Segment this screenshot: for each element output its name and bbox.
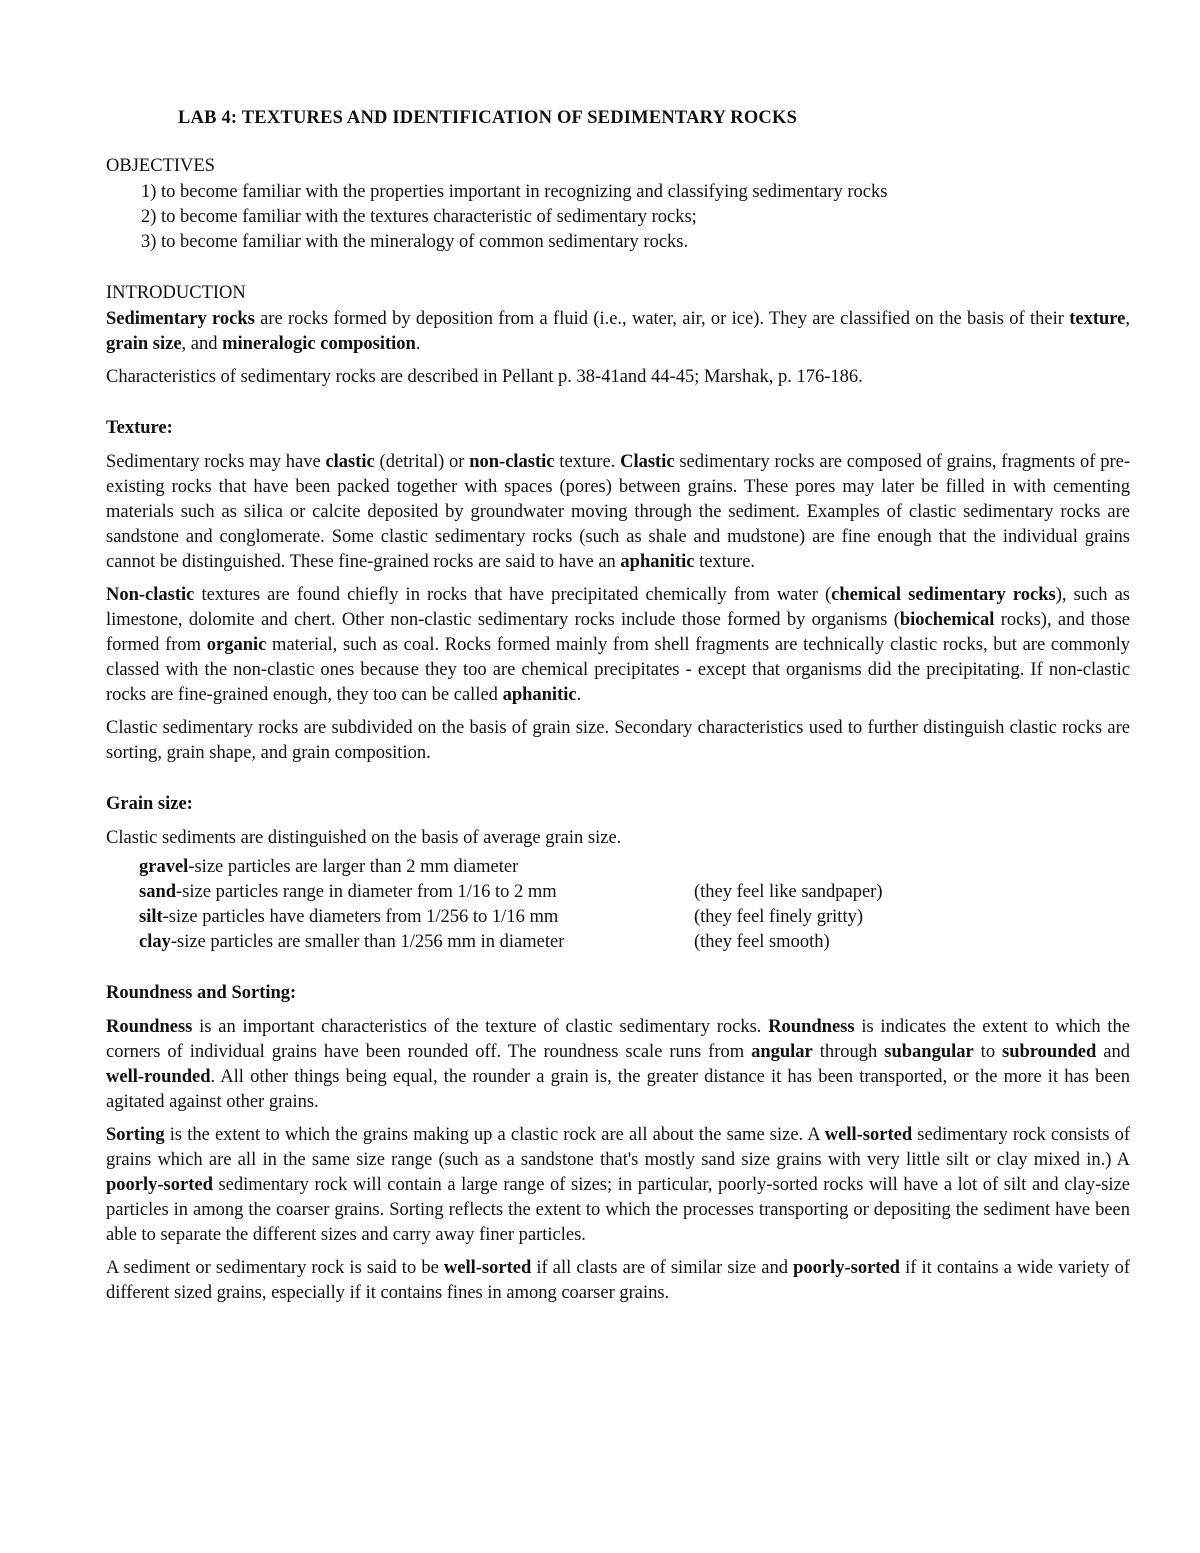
text-run: Sedimentary rocks may have xyxy=(106,452,326,472)
texture-paragraph xyxy=(106,583,1130,708)
text-run: through xyxy=(812,1042,885,1062)
text-run: A sediment or sedimentary rock is said to be xyxy=(106,1258,444,1278)
texture-paragraph: Clastic sedimentary rocks are subdivided on the basis of grain size. Secondary characteristics used to further distinguish clastic rocks are sorting, grain shape, and grain composition. xyxy=(106,718,1130,763)
bold-term: clastic xyxy=(325,452,375,472)
text-run: . xyxy=(415,334,421,354)
page-title: LAB 4: TEXTURES AND IDENTIFICATION OF SEDIMENTARY ROCKS xyxy=(178,108,798,128)
introduction-section xyxy=(106,279,1130,390)
grain-feel xyxy=(694,855,883,880)
objectives-section xyxy=(106,152,1130,255)
objectives-list xyxy=(106,180,1130,255)
document-page xyxy=(106,104,1130,1306)
bold-term: Clastic xyxy=(620,452,675,472)
bold-term: subangular xyxy=(884,1042,974,1062)
texture-section xyxy=(106,414,1130,766)
texture-heading: Texture: xyxy=(106,418,173,438)
bold-term: Roundness xyxy=(768,1017,855,1037)
sorting-definition-paragraph xyxy=(106,1256,1130,1306)
bold-term: Sorting xyxy=(106,1125,165,1145)
bold-term: biochemical xyxy=(899,610,995,630)
objective-item: 2) to become familiar with the textures characteristic of sedimentary rocks; xyxy=(141,207,697,227)
text-run: material, such as coal. Rocks formed mainly from shell fragments are technically clastic rocks, but are commonly classed with the non-clastic ones because they too are chemical precipitates - except that organisms did the precipitating. If non-clastic rocks are fine-grained enough, they too can be called xyxy=(106,635,1130,705)
text-run: . xyxy=(576,685,582,705)
grain-desc: -size particles range in diameter from 1/16 to 2 mm xyxy=(176,882,557,902)
bold-term: well-sorted xyxy=(443,1258,532,1278)
introduction-heading: INTRODUCTION xyxy=(106,283,246,303)
introduction-reference: Characteristics of sedimentary rocks are described in Pellant p. 38-41and 44-45; Marshak, p. 176-186. xyxy=(106,367,863,387)
grain-feel: (they feel finely gritty) xyxy=(694,907,864,927)
objective-item: 3) to become familiar with the mineralogy of common sedimentary rocks. xyxy=(141,232,689,252)
grain-size-row xyxy=(139,930,883,955)
grain-term: silt xyxy=(139,907,163,927)
text-run: . All other things being equal, the rounder a grain is, the greater distance it has been transported, or the more it has been agitated against other grains. xyxy=(106,1067,1130,1112)
bold-term: grain size xyxy=(106,334,182,354)
grain-size-row xyxy=(139,880,883,905)
bold-term: well-rounded xyxy=(106,1067,211,1087)
text-run: ), such as limestone, dolomite and chert. Other non-clastic sedimentary rocks include those formed by organisms ( xyxy=(106,585,1130,630)
text-run: and xyxy=(1096,1042,1130,1062)
bold-term: poorly-sorted xyxy=(793,1258,900,1278)
text-run: (detrital) or xyxy=(374,452,470,472)
text-run: to xyxy=(973,1042,1003,1062)
bold-term: aphanitic xyxy=(620,552,695,572)
text-run: textures are found chiefly in rocks that have precipitated chemically from water ( xyxy=(194,585,832,605)
bold-term: aphanitic xyxy=(502,685,577,705)
text-run: texture. xyxy=(554,452,621,472)
bold-term: texture xyxy=(1069,309,1126,329)
text-run: is an important characteristics of the texture of clastic sedimentary rocks. xyxy=(192,1017,769,1037)
bold-term: poorly-sorted xyxy=(106,1175,213,1195)
text-run: if all clasts are of similar size and xyxy=(531,1258,794,1278)
grain-term: gravel xyxy=(139,857,189,877)
text-run: rocks), and those formed from xyxy=(106,610,1130,655)
text-run: , xyxy=(1125,309,1130,329)
text-run: sedimentary rocks are composed of grains, fragments of pre-existing rocks that have been packed together with spaces (pores) between grains. These pores may later be filled in with cementing materials such as silica or calcite deposited by groundwater moving through the sediment. Examples of clastic sedimentary rocks are sandstone and conglomerate. Some clastic sedimentary rocks (such as shale and mudstone) are fine enough that the individual grains cannot be distinguished. These fine-grained rocks are said to have an xyxy=(106,452,1130,572)
bold-term: Roundness xyxy=(106,1017,193,1037)
text-run: sedimentary rock will contain a large range of sizes; in particular, poorly-sorted rocks will have a lot of silt and clay-size particles in among the coarser grains. Sorting reflects the extent to which the processes transporting or depositing the sediment have been able to separate the different sizes and carry away finer particles. xyxy=(106,1175,1130,1245)
text-run: are rocks formed by deposition from a fluid (i.e., water, air, or ice). They are classified on the basis of their xyxy=(254,309,1070,329)
text-run: is indicates the extent to which the corners of individual grains have been rounded off. The roundness scale runs from xyxy=(106,1017,1130,1062)
bold-term: organic xyxy=(206,635,267,655)
grain-size-intro: Clastic sediments are distinguished on the basis of average grain size. xyxy=(106,828,622,848)
bold-term: subrounded xyxy=(1002,1042,1097,1062)
grain-term: clay xyxy=(139,932,171,952)
grain-size-row xyxy=(139,855,883,880)
grain-size-table xyxy=(139,855,883,955)
objectives-heading: OBJECTIVES xyxy=(106,156,215,176)
text-run: if it contains a wide variety of different sized grains, especially if it contains fines in among coarser grains. xyxy=(106,1258,1130,1303)
text-run: , and xyxy=(181,334,223,354)
grain-size-row xyxy=(139,905,883,930)
bold-term: Non-clastic xyxy=(106,585,195,605)
bold-term: angular xyxy=(751,1042,813,1062)
sorting-paragraph xyxy=(106,1123,1130,1248)
grain-desc: -size particles are smaller than 1/256 mm in diameter xyxy=(170,932,565,952)
roundness-sorting-heading: Roundness and Sorting: xyxy=(106,983,297,1003)
bold-term: well-sorted xyxy=(824,1125,913,1145)
grain-feel: (they feel like sandpaper) xyxy=(694,882,883,902)
text-run: texture. xyxy=(694,552,756,572)
bold-term: mineralogic composition xyxy=(222,334,416,354)
grain-size-heading: Grain size: xyxy=(106,794,193,814)
grain-desc: -size particles are larger than 2 mm diameter xyxy=(188,857,519,877)
text-run: is the extent to which the grains making up a clastic rock are all about the same size. A xyxy=(164,1125,825,1145)
grain-desc: -size particles have diameters from 1/256 to 1/16 mm xyxy=(162,907,559,927)
grain-term: sand xyxy=(139,882,177,902)
objective-item: 1) to become familiar with the properties important in recognizing and classifying sedimentary rocks xyxy=(141,182,888,202)
bold-term: non-clastic xyxy=(469,452,555,472)
bold-term: chemical sedimentary rocks xyxy=(831,585,1056,605)
bold-term: Sedimentary rocks xyxy=(106,309,255,329)
grain-feel: (they feel smooth) xyxy=(694,932,830,952)
text-run: sedimentary rock consists of grains which are all in the same size range (such as a sandstone that's mostly sand size grains with very little silt or clay mixed in.) A xyxy=(106,1125,1130,1170)
introduction-paragraph xyxy=(106,307,1130,357)
roundness-sorting-section xyxy=(106,979,1130,1306)
roundness-paragraph xyxy=(106,1015,1130,1115)
grain-size-section xyxy=(106,790,1130,955)
texture-paragraph xyxy=(106,450,1130,575)
